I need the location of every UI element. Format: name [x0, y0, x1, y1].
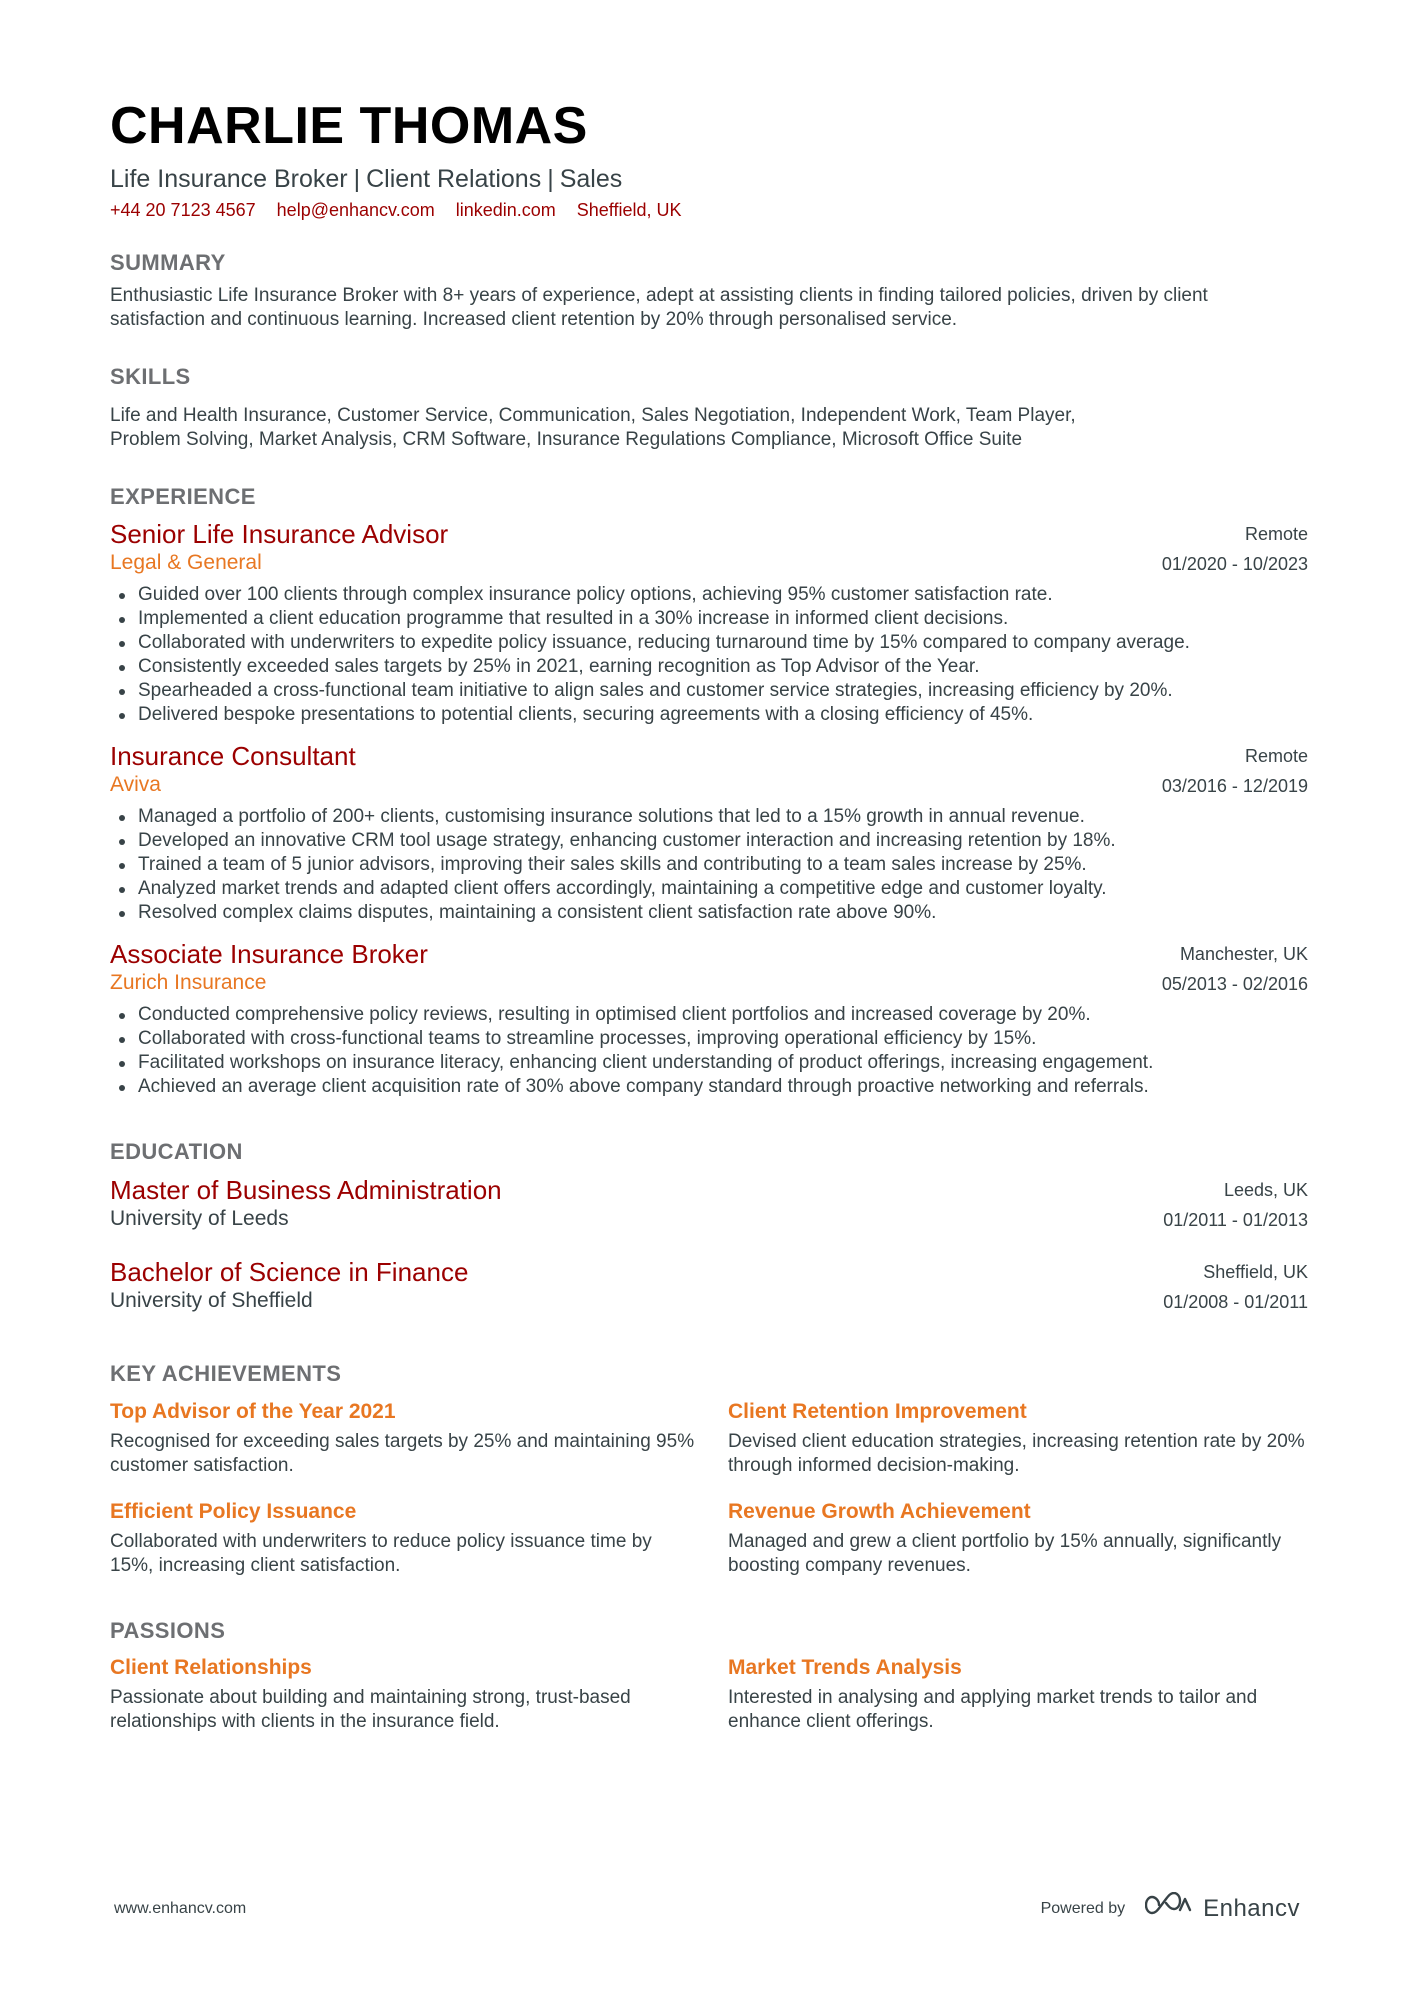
school-location: Leeds, UK — [1223, 1180, 1308, 1201]
infinity-logo-icon — [1145, 1892, 1193, 1925]
achievement-title: Client Retention Improvement — [728, 1399, 1027, 1423]
headline-separator: | — [353, 165, 361, 193]
school-name: University of Sheffield — [110, 1289, 313, 1313]
powered-by-label: Powered by — [1040, 1899, 1126, 1917]
location-text: Sheffield, UK — [576, 200, 682, 220]
bullet-item: Collaborated with cross-functional teams to streamline processes, improving operational efficiency by 15%. — [110, 1027, 1308, 1051]
passion-title: Market Trends Analysis — [728, 1655, 962, 1679]
passion-card — [728, 1654, 1308, 1734]
achievement-card — [728, 1498, 1308, 1578]
company-name: Legal & General — [110, 550, 262, 574]
education-entry — [110, 1175, 1308, 1235]
bullet-item: Resolved complex claims disputes, maintaining a consistent client satisfaction rate above 90%. — [110, 901, 1308, 925]
resume-header — [110, 97, 1308, 222]
job-dates: 01/2020 - 10/2023 — [1161, 553, 1308, 574]
degree-title: Master of Business Administration — [110, 1175, 502, 1206]
website-link[interactable]: www.enhancv.com — [114, 1899, 247, 1917]
bullet-item: Delivered bespoke presentations to potential clients, securing agreements with a closing efficiency of 45%. — [110, 703, 1308, 727]
brand-logo[interactable] — [1145, 1892, 1300, 1925]
achievement-desc: Collaborated with underwriters to reduce policy issuance time by 15%, increasing client satisfaction. — [110, 1530, 652, 1576]
bullet-item: Trained a team of 5 junior advisors, improving their sales skills and contributing to a team sales increase by 25%. — [110, 853, 1308, 877]
section-title: EXPERIENCE — [110, 484, 256, 510]
achievement-desc: Recognised for exceeding sales targets by 25% and maintaining 95% customer satisfaction. — [110, 1430, 695, 1476]
section-title: KEY ACHIEVEMENTS — [110, 1361, 342, 1387]
achievement-card — [110, 1498, 728, 1578]
job-title: Associate Insurance Broker — [110, 938, 428, 969]
headline — [110, 164, 1308, 194]
headline-part: Sales — [559, 165, 623, 193]
email-link[interactable]: help@enhancv.com — [276, 200, 435, 220]
section-title: PASSIONS — [110, 1617, 226, 1643]
headline-separator: | — [547, 165, 554, 193]
job-location: Remote — [1244, 745, 1308, 766]
resume-page — [110, 97, 1308, 1734]
bullet-item: Consistently exceeded sales targets by 25% in 2021, earning recognition as Top Advisor of the Year. — [110, 655, 1308, 679]
degree-title: Bachelor of Science in Finance — [110, 1257, 469, 1288]
job-dates: 03/2016 - 12/2019 — [1161, 775, 1308, 796]
page-footer — [114, 1892, 1300, 1925]
education-entry — [110, 1257, 1308, 1317]
job-title: Senior Life Insurance Advisor — [110, 518, 449, 549]
passion-title: Client Relationships — [110, 1655, 312, 1679]
candidate-name: CHARLIE THOMAS — [110, 97, 588, 155]
experience-section — [110, 484, 1308, 1098]
skills-line: Life and Health Insurance, Customer Service, Communication, Sales Negotiation, Independent Work, Team Player, — [110, 405, 1076, 427]
job-dates: 05/2013 - 02/2016 — [1161, 973, 1308, 994]
section-title: SKILLS — [110, 363, 191, 389]
job-bullets — [110, 583, 1308, 727]
brand-name: Enhancv — [1203, 1894, 1300, 1922]
job-location: Manchester, UK — [1179, 943, 1308, 964]
passion-card — [110, 1654, 728, 1734]
bullet-item: Guided over 100 clients through complex insurance policy options, achieving 95% customer satisfaction rate. — [110, 583, 1308, 607]
achievement-desc: Devised client education strategies, increasing retention rate by 20% through informed decision-making. — [728, 1430, 1305, 1476]
education-section — [110, 1139, 1308, 1317]
achievement-desc: Managed and grew a client portfolio by 15% annually, significantly boosting company revenues. — [728, 1530, 1282, 1576]
achievement-title: Efficient Policy Issuance — [110, 1499, 357, 1523]
passion-desc: Interested in analysing and applying market trends to tailor and enhance client offerings. — [728, 1686, 1258, 1732]
experience-entry — [110, 519, 1308, 727]
achievement-card — [110, 1398, 728, 1478]
passions-section — [110, 1618, 1308, 1734]
summary-text: Enthusiastic Life Insurance Broker with 8+ years of experience, adept at assisting clients in finding tailored policies, driven by client satisfaction and continuous learning. Increased client retention by 20% through personalised service. — [110, 284, 1208, 330]
experience-entry — [110, 741, 1308, 925]
achievement-title: Top Advisor of the Year 2021 — [110, 1399, 396, 1423]
bullet-item: Facilitated workshops on insurance literacy, enhancing client understanding of product offerings, increasing engagement. — [110, 1051, 1308, 1075]
job-bullets — [110, 805, 1308, 925]
achievements-section — [110, 1361, 1308, 1577]
headline-part: Life Insurance Broker — [110, 165, 348, 193]
powered-by — [1041, 1892, 1300, 1925]
phone-link[interactable]: +44 20 7123 4567 — [110, 200, 256, 220]
job-location: Remote — [1244, 523, 1308, 544]
job-bullets — [110, 1003, 1308, 1099]
achievement-title: Revenue Growth Achievement — [728, 1499, 1031, 1523]
contact-info — [110, 200, 1308, 222]
skills-section — [110, 364, 1308, 452]
experience-entry — [110, 939, 1308, 1099]
company-name: Zurich Insurance — [110, 970, 267, 994]
education-dates: 01/2008 - 01/2011 — [1163, 1292, 1308, 1313]
section-title: EDUCATION — [110, 1138, 243, 1164]
bullet-item: Collaborated with underwriters to expedite policy issuance, reducing turnaround time by 15% compared to company average. — [110, 631, 1308, 655]
summary-section — [110, 250, 1308, 332]
skills-line: Problem Solving, Market Analysis, CRM Software, Insurance Regulations Compliance, Microsoft Office Suite — [110, 429, 1023, 451]
bullet-item: Spearheaded a cross-functional team initiative to align sales and customer service strategies, increasing efficiency by 20%. — [110, 679, 1308, 703]
bullet-item: Developed an innovative CRM tool usage strategy, enhancing customer interaction and increasing retention by 18%. — [110, 829, 1308, 853]
linkedin-link[interactable]: linkedin.com — [455, 200, 556, 220]
job-title: Insurance Consultant — [110, 740, 356, 771]
bullet-item: Implemented a client education programme that resulted in a 30% increase in informed client decisions. — [110, 607, 1308, 631]
section-title: SUMMARY — [110, 249, 226, 275]
bullet-item: Analyzed market trends and adapted client offers accordingly, maintaining a competitive edge and customer loyalty. — [110, 877, 1308, 901]
school-location: Sheffield, UK — [1203, 1262, 1308, 1283]
school-name: University of Leeds — [110, 1207, 289, 1231]
company-name: Aviva — [110, 772, 161, 796]
education-dates: 01/2011 - 01/2013 — [1163, 1210, 1308, 1231]
passion-desc: Passionate about building and maintaining strong, trust-based relationships with clients in the insurance field. — [110, 1686, 631, 1732]
bullet-item: Conducted comprehensive policy reviews, resulting in optimised client portfolios and increased coverage by 20%. — [110, 1003, 1308, 1027]
skills-list — [110, 404, 1308, 452]
bullet-item: Managed a portfolio of 200+ clients, customising insurance solutions that led to a 15% growth in annual revenue. — [110, 805, 1308, 829]
headline-part: Client Relations — [366, 165, 542, 193]
bullet-item: Achieved an average client acquisition rate of 30% above company standard through proactive networking and referrals. — [110, 1075, 1308, 1099]
achievement-card — [728, 1398, 1308, 1478]
